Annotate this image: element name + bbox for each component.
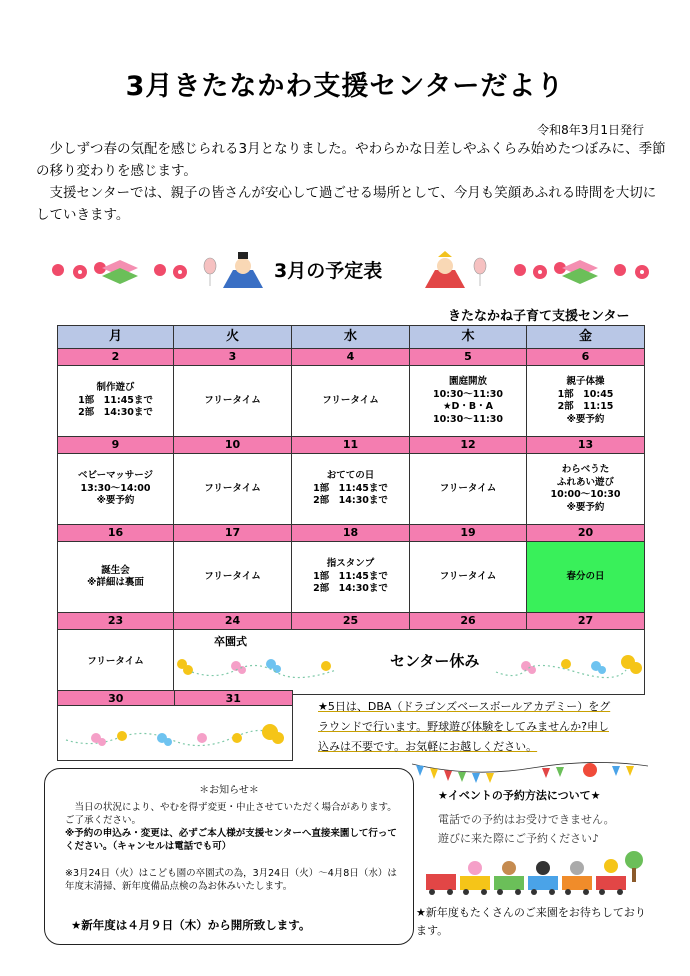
date-cell: 5 (410, 349, 527, 366)
event-cell: 誕生会 ※詳細は裏面 (58, 542, 174, 613)
date-cell: 2 (58, 349, 174, 366)
date-cell: 18 (292, 525, 410, 542)
notice-box (44, 768, 414, 945)
event-cell: フリータイム (410, 542, 527, 613)
schedule-title: 3月の予定表 (274, 260, 383, 282)
date-cell: 11 (292, 437, 410, 454)
notice-line-1: 当日の状況により、やむを得ず変更・中止させていただく場合があります。ご了承ください。 (65, 802, 397, 826)
event-cell: 園庭開放 10:30～11:30 ★D・B・A 10:30～11:30 (410, 366, 527, 437)
event-cell: おてての日 1部 11:45まで 2部 14:30まで (292, 454, 410, 525)
last-week-block (57, 690, 293, 760)
weekday-mon: 月 (58, 326, 174, 349)
date-cell: 3 (174, 349, 292, 366)
date-cell: 4 (292, 349, 410, 366)
newsletter-title: 3月きたなかわ支援センターだより (125, 71, 565, 102)
notice-heading: ＊お知らせ＊ (199, 785, 259, 796)
animal-icon (468, 859, 618, 875)
event-cell: フリータイム (58, 630, 174, 695)
animal-train-illustration (420, 848, 645, 898)
event-cell: フリータイム (410, 454, 527, 525)
reopen-notice: ★新年度は４月９日（木）から開所致します。 (71, 918, 311, 932)
issue-date: 令和8年3月1日発行 (537, 123, 644, 137)
event-cell: わらべうた ふれあい遊び 10:00～10:30 ※要予約 (527, 454, 645, 525)
event-cell: 指スタンプ 1部 11:45まで 2部 14:30まで (292, 542, 410, 613)
event-cell: フリータイム (174, 454, 292, 525)
event-cell: フリータイム (174, 542, 292, 613)
date-cell: 16 (58, 525, 174, 542)
weekday-tue: 火 (174, 326, 292, 349)
intro-text (36, 138, 666, 226)
event-cell (57, 706, 293, 761)
date-cell: 17 (174, 525, 292, 542)
event-cell: 制作遊び 1部 11:45まで 2部 14:30まで (58, 366, 174, 437)
reservation-line-1: 電話での予約はお受けできません。 (438, 813, 615, 826)
date-cell: 25 (292, 613, 410, 630)
date-cell: 27 (527, 613, 645, 630)
date-cell: 30 (57, 690, 174, 706)
monthly-calendar (57, 325, 645, 695)
sun-icon (583, 763, 597, 777)
event-cell: ベビーマッサージ 13:30～14:00 ※要予約 (58, 454, 174, 525)
date-cell: 24 (174, 613, 292, 630)
bunting-decoration (412, 760, 648, 786)
date-cell: 31 (174, 690, 294, 706)
flag-icon (416, 765, 634, 783)
notice-body (65, 801, 405, 893)
closed-period-cell (174, 630, 645, 695)
notice-line-2: ※予約の申込み・変更は、必ずご本人様が支援センターへ直接来園して行ってください。（キャンセルは電話でも可） (65, 828, 397, 852)
notice-line-3: ※3月24日（火）はこども園の卒園式の為，3月24日（火）～4月8日（水）は年度末清掃、新年度備品点検の為お休みいたします。 (65, 868, 397, 892)
weekday-fri: 金 (527, 326, 645, 349)
butterfly-garland (62, 718, 288, 752)
intro-paragraph-2: 支援センターでは、親子の皆さんが安心して過ごせる場所として、今月も笑顔あふれる時間を大切にしていきます。 (36, 185, 657, 223)
date-cell: 13 (527, 437, 645, 454)
weekday-wed: 水 (292, 326, 410, 349)
holiday-cell: 春分の日 (527, 542, 645, 613)
tree-icon (625, 851, 643, 882)
date-cell: 20 (527, 525, 645, 542)
date-cell: 23 (58, 613, 174, 630)
date-cell: 10 (174, 437, 292, 454)
intro-paragraph-1: 少しずつ春の気配を感じられる3月となりました。やわらかな日差しやふくらみ始めたつぼみに、季節の移り変わりを感じます。 (36, 141, 666, 179)
center-name: きたなかね子育て支援センター (448, 309, 630, 324)
reservation-text (438, 810, 615, 848)
ohinasama-doll-icon (425, 251, 465, 288)
date-cell: 26 (410, 613, 527, 630)
weekday-thu: 木 (410, 326, 527, 349)
event-cell: 親子体操 1部 10:45 2部 11:15 ※要予約 (527, 366, 645, 437)
graduation-label: 卒園式 (214, 635, 247, 648)
date-cell: 9 (58, 437, 174, 454)
dba-notice-text: ★5日は、DBA（ドラゴンズベースボールアカデミー）をグラウンドで行います。野球遊び体験をしてみませんか?申し込みは不要です。お気軽にお越しください。 (318, 700, 611, 753)
date-cell: 19 (410, 525, 527, 542)
reservation-heading: ★イベントの予約方法について★ (438, 789, 601, 802)
center-closed-label: センター休み (390, 652, 480, 670)
reservation-line-2: 遊びに来た際にご予約ください♪ (438, 832, 600, 845)
train-icon (426, 874, 626, 895)
odairisama-doll-icon (223, 252, 263, 288)
date-cell: 12 (410, 437, 527, 454)
event-cell: フリータイム (292, 366, 410, 437)
event-cell: フリータイム (174, 366, 292, 437)
date-cell: 6 (527, 349, 645, 366)
dba-notice (318, 697, 618, 757)
closing-message: ★新年度もたくさんのご来園をお待ちしております。 (416, 906, 646, 937)
